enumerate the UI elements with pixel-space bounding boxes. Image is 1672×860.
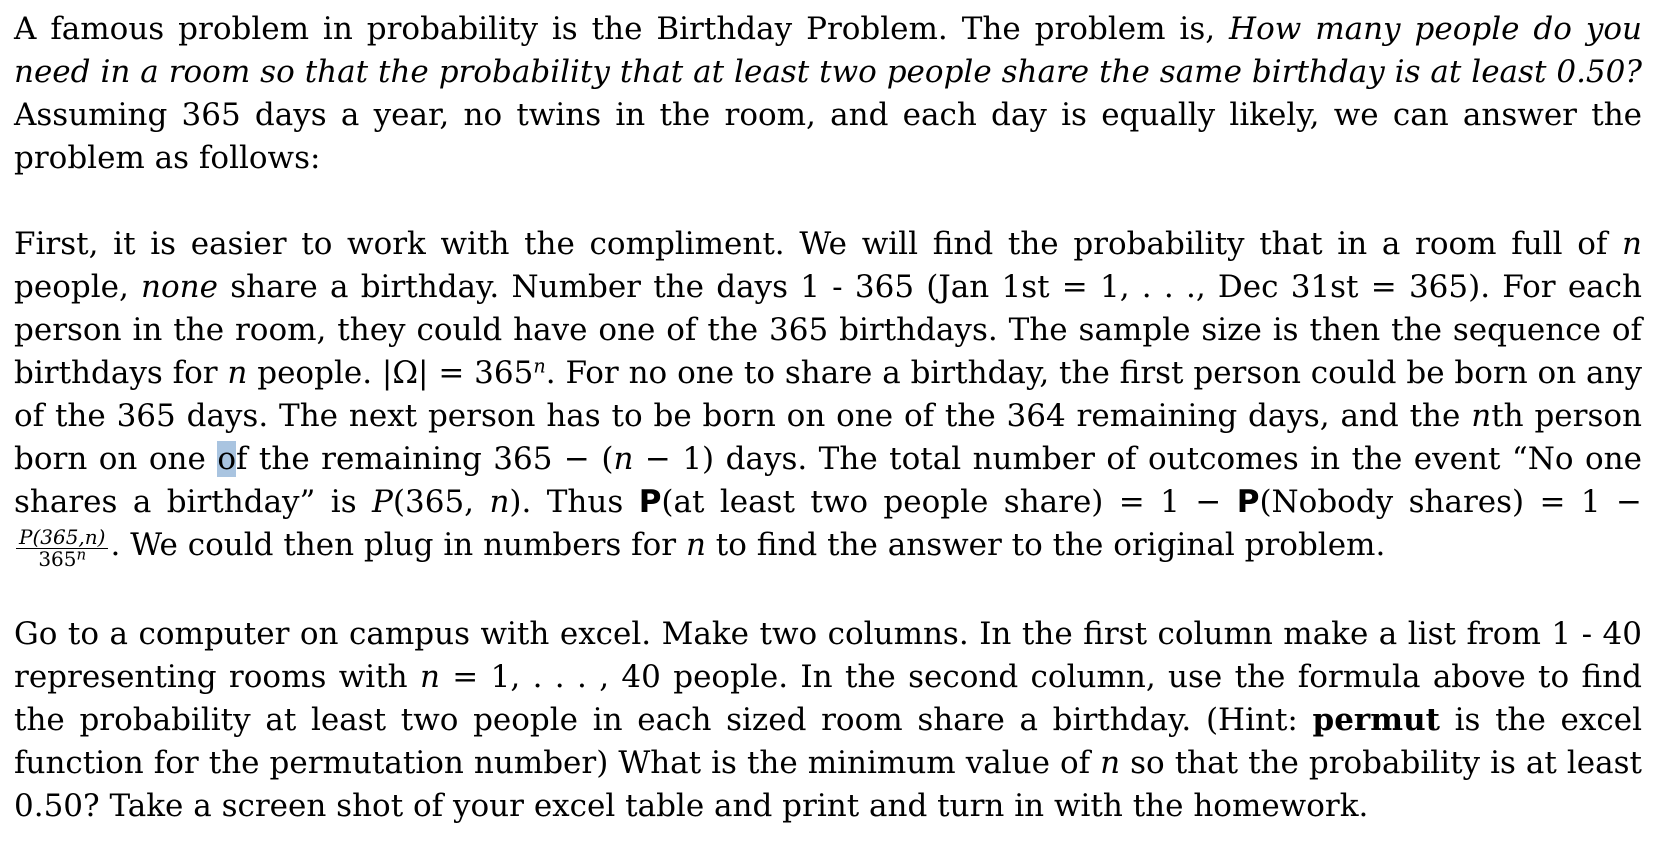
paragraph-intro	[14, 8, 1642, 180]
text: th person born on one	[14, 398, 1642, 477]
emphasis-none: none	[141, 269, 218, 305]
text: (365,	[392, 484, 490, 520]
paragraph-assignment	[14, 613, 1642, 828]
text: people. |Ω| = 365	[247, 355, 534, 391]
text: A famous problem in probability is the Birthday Problem. The problem is,	[14, 11, 1230, 47]
text: Assuming 365 days a year, no twins in the room, and each day is equally likely, we can answer the problem as follows:	[14, 97, 1642, 176]
text: f the remaining 365 − (	[235, 441, 614, 477]
fraction-denominator	[16, 545, 108, 571]
text: Go to a computer on campus with excel. Make two columns. In the first column make a list from 1 - 40 representing rooms with	[14, 616, 1642, 695]
text: − 1) days. The total number of outcomes in the event “No one shares a birthday” is	[14, 441, 1642, 520]
math-var: n	[1471, 398, 1492, 434]
text: . For no one to share a birthday, the first person could be born on any of the 365 days. The next person has to be born on one of the 364 remaining days, and the	[14, 355, 1642, 434]
text: is the excel function for the permutation number) What is the minimum value of	[14, 702, 1642, 781]
paragraph-method	[14, 223, 1642, 570]
fraction	[16, 527, 108, 570]
text: (at least two people share) = 1 −	[661, 484, 1237, 520]
math-exponent: n	[533, 354, 546, 378]
math-var: n	[489, 484, 510, 520]
text: so that the probability is at least 0.50? Take a screen shot of your excel table and print and turn in with the homework.	[14, 745, 1642, 824]
question-italic: How many people do you need in a room so that the probability that at least two people share the same birthday is at least 0.50?	[14, 11, 1642, 90]
math-var: n	[1100, 745, 1121, 781]
text: . We could then plug in numbers for	[110, 527, 686, 563]
text: = 1, . . . , 40 people. In the second column, use the formula above to find the probability at least two people in each sized room share a birthday. (Hint:	[14, 659, 1642, 738]
text: share a birthday. Number the days 1 - 365 (Jan 1st = 1, . . ., Dec 31st = 365). For each person in the room, they could have one of the 365 birthdays. The sample size is then the sequence of birthdays for	[14, 269, 1642, 391]
math-var: n	[685, 527, 706, 563]
probability-symbol: P	[638, 484, 662, 520]
text: people,	[14, 269, 142, 305]
text: ). Thus	[509, 484, 639, 520]
fraction-numerator: P(365,n)	[16, 527, 108, 549]
denominator-base: 365	[38, 547, 77, 571]
text-cursor-highlight[interactable]: o	[217, 441, 236, 477]
document-page	[14, 8, 1642, 828]
math-var: n	[1622, 226, 1642, 262]
text: First, it is easier to work with the compliment. We will find the probability that in a room full of	[14, 226, 1623, 262]
text: (Nobody shares) = 1 −	[1259, 484, 1642, 520]
math-perm-symbol: P	[372, 484, 393, 520]
text: to find the answer to the original problem.	[705, 527, 1386, 563]
math-var: n	[227, 355, 248, 391]
math-var: n	[613, 441, 634, 477]
denominator-exponent: n	[76, 545, 87, 564]
excel-function-name: permut	[1312, 702, 1440, 738]
probability-symbol: P	[1236, 484, 1260, 520]
math-var: n	[419, 659, 440, 695]
